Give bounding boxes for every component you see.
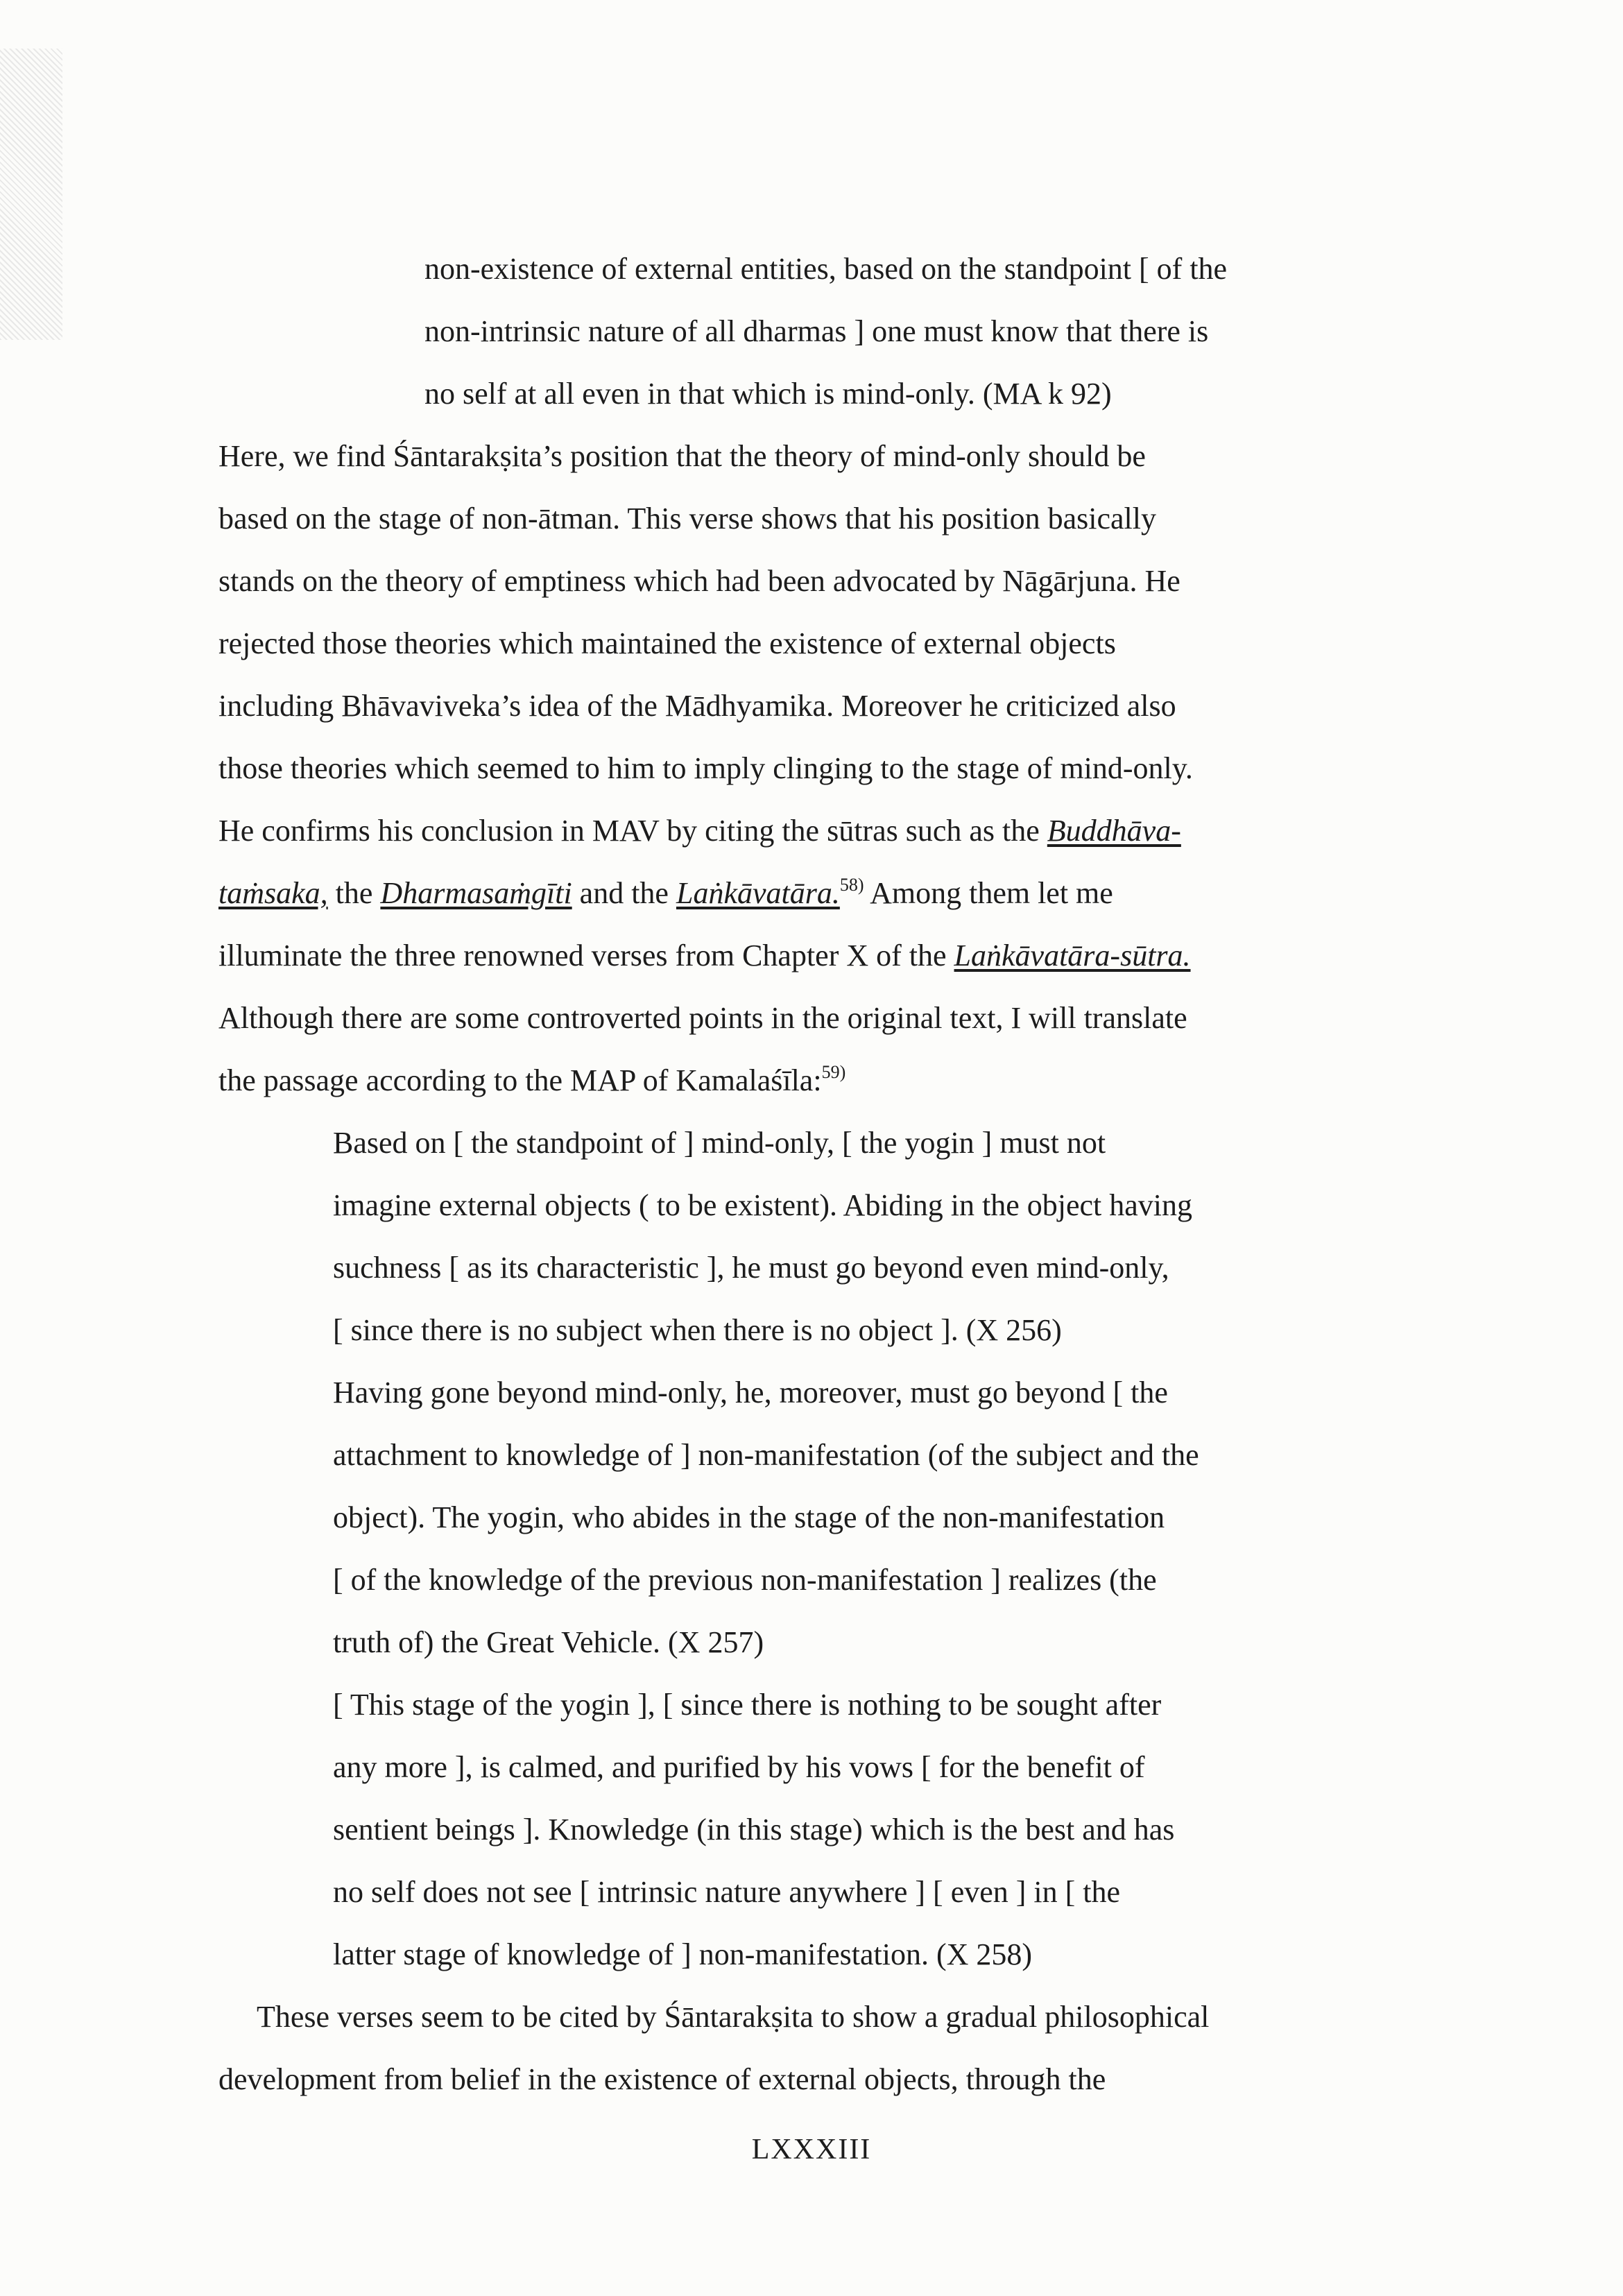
verse-line: attachment to knowledge of ] non-manifestation (of the subject and the — [333, 1438, 1199, 1472]
text-line: including Bhāvaviveka’s idea of the Mādhyamika. Moreover he criticized also — [218, 689, 1176, 723]
sutra-title-lankavatara-sutra: Laṅkāvatāra-sūtra. — [954, 939, 1191, 973]
footnote-marker-59: 59) — [821, 1062, 846, 1082]
text-segment: the passage according to the MAP of Kamalaśīla: — [218, 1063, 822, 1097]
text-line — [218, 935, 1191, 977]
text-segment: the — [327, 876, 381, 910]
text-segment: illuminate the three renowned verses from Chapter X of the — [218, 939, 954, 973]
verse-line: object). The yogin, who abides in the stage of the non-manifestation — [333, 1500, 1165, 1534]
text-line: Here, we find Śāntarakṣita’s position that the theory of mind-only should be — [218, 439, 1146, 473]
scan-edge-noise — [0, 49, 62, 340]
verse-line: no self does not see [ intrinsic nature anywhere ] [ even ] in [ the — [333, 1875, 1121, 1909]
verse-line: latter stage of knowledge of ] non-manifestation. (X 258) — [333, 1937, 1033, 1971]
sutra-title-buddhavatamsaka: Buddhāva- — [1047, 814, 1181, 848]
sutra-title-dharmasamgiti: Dharmasaṁgīti — [380, 876, 572, 910]
text-line: based on the stage of non-ātman. This verse shows that his position basically — [218, 502, 1156, 536]
verse-line: any more ], is calmed, and purified by his vows [ for the benefit of — [333, 1750, 1145, 1784]
verse-line: Based on [ the standpoint of ] mind-only, [ the yogin ] must not — [333, 1126, 1106, 1160]
text-line: These verses seem to be cited by Śāntarakṣita to show a gradual philosophical — [257, 2000, 1210, 2034]
text-line — [218, 1060, 845, 1102]
text-line: rejected those theories which maintained the existence of external objects — [218, 626, 1116, 660]
text-line: Although there are some controverted points in the original text, I will translate — [218, 1001, 1187, 1035]
text-segment: Among them let me — [864, 876, 1113, 910]
verse-line: imagine external objects ( to be existent). Abiding in the object having — [333, 1188, 1193, 1222]
sutra-title-buddhavatamsaka-cont: taṁsaka, — [218, 876, 328, 910]
sutra-title-lankavatara: Laṅkāvatāra. — [676, 876, 840, 910]
text-line: no self at all even in that which is mind-only. (MA k 92) — [424, 377, 1112, 411]
text-line: those theories which seemed to him to imply clinging to the stage of mind-only. — [218, 751, 1193, 785]
verse-line: Having gone beyond mind-only, he, moreover, must go beyond [ the — [333, 1376, 1168, 1410]
text-line: development from belief in the existence of external objects, through the — [218, 2062, 1106, 2096]
footnote-marker-58: 58) — [839, 875, 864, 895]
text-segment: He confirms his conclusion in MAV by citing the sūtras such as the — [218, 814, 1047, 848]
text-segment: and the — [572, 876, 676, 910]
text-line: stands on the theory of emptiness which had been advocated by Nāgārjuna. He — [218, 564, 1180, 598]
text-line — [218, 810, 1181, 852]
verse-line: [ since there is no subject when there is no object ]. (X 256) — [333, 1313, 1062, 1347]
text-line: non-existence of external entities, based on the standpoint [ of the — [424, 252, 1228, 286]
verse-line: sentient beings ]. Knowledge (in this stage) which is the best and has — [333, 1813, 1175, 1847]
text-line — [218, 873, 1113, 914]
verse-line: [ of the knowledge of the previous non-manifestation ] realizes (the — [333, 1563, 1157, 1597]
verse-line: suchness [ as its characteristic ], he must go beyond even mind-only, — [333, 1251, 1169, 1285]
text-line: non-intrinsic nature of all dharmas ] one must know that there is — [424, 314, 1209, 348]
verse-line: [ This stage of the yogin ], [ since there is nothing to be sought after — [333, 1688, 1162, 1722]
verse-line: truth of) the Great Vehicle. (X 257) — [333, 1625, 764, 1659]
page-number: LXXXIII — [751, 2134, 872, 2166]
